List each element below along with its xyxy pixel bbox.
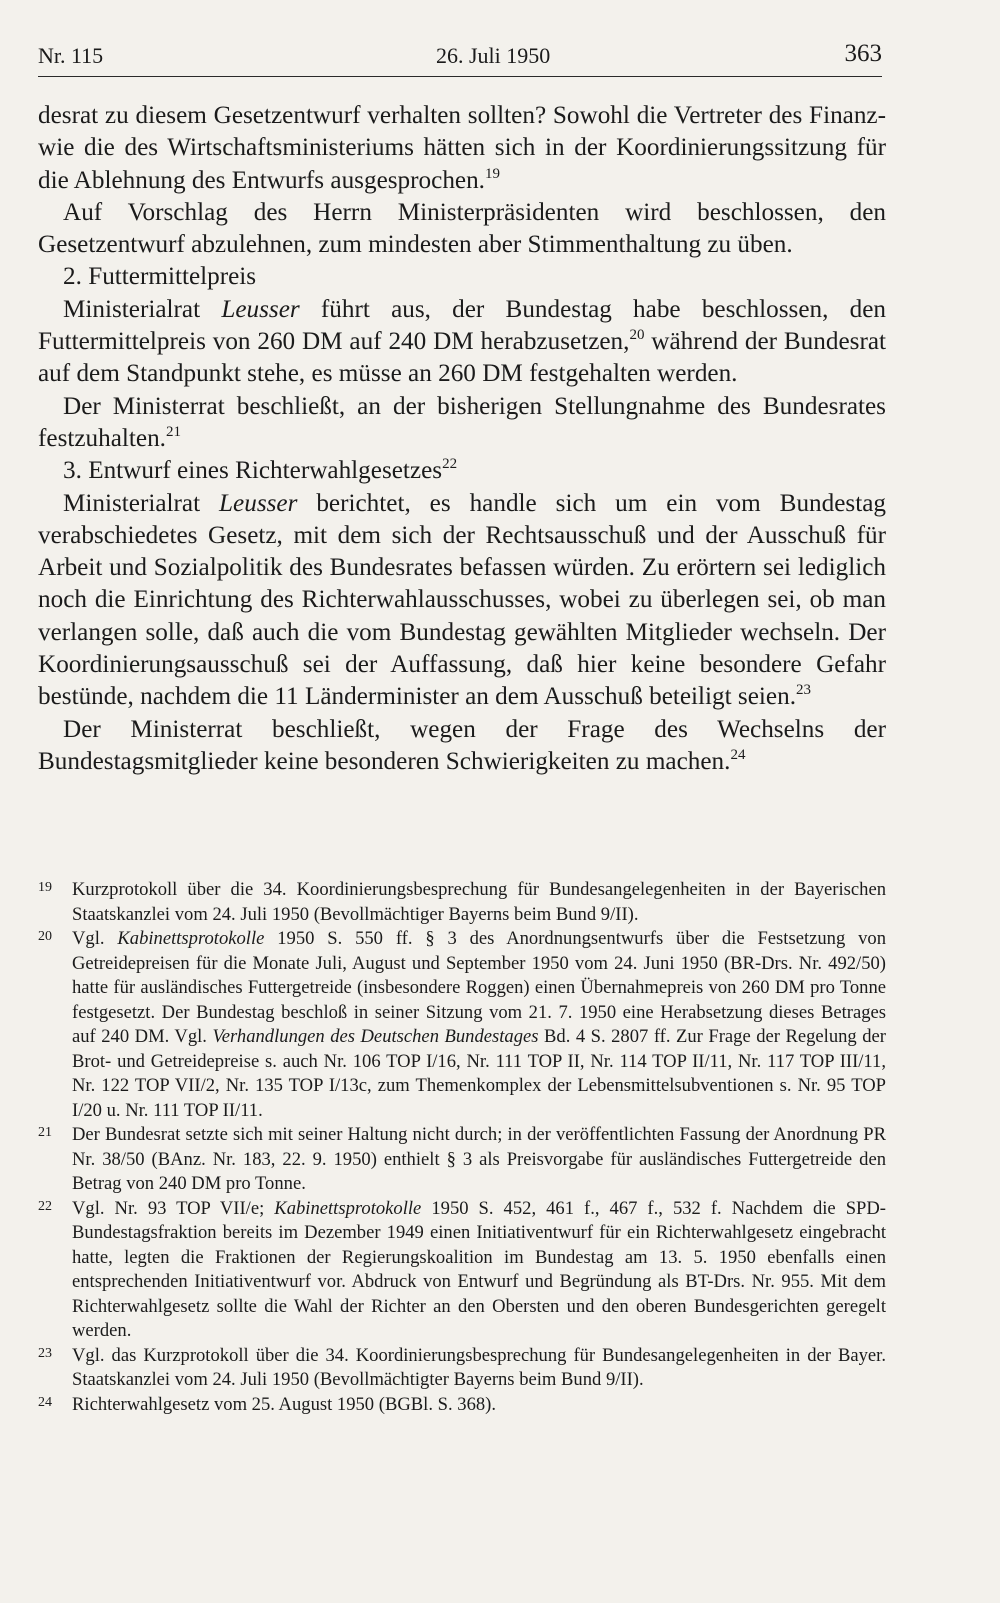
footnote-ref[interactable]: 23: [796, 682, 811, 699]
document-number: Nr. 115: [38, 43, 104, 68]
paragraph: [38, 100, 886, 197]
footnote-number: 22: [38, 1198, 52, 1214]
paragraph-text: Auf Vorschlag des Herrn Ministerpräsidenten wird beschlossen, den Gesetzentwurf abzulehnen, zum mindesten aber Stimmenthaltung zu üben.: [38, 198, 886, 259]
section-heading: 2. Futtermittelpreis: [63, 263, 257, 291]
footnote-text: Vgl. das Kurzprotokoll über die 34. Koordinierungsbesprechung für Bundesangelegenheiten in der Bayer. Staatskanzlei vom 24. Juli 1950 (Bevollmächtigter Bayerns beim Bund 9/II).: [72, 1344, 886, 1390]
running-header: [38, 40, 882, 77]
paragraph-text: Der Ministerrat beschließt, wegen der Frage des Wechselns der Bundestagsmitglieder keine besonderen Schwierigkeiten zu machen.: [38, 715, 886, 775]
section-heading: 3. Entwurf eines Richterwahlgesetzes$^{22}$: [63, 456, 458, 485]
paragraph: Ministerialrat Leusser führt aus, der Bundestag habe beschlossen, den Futtermittelpreis von 260 DM auf 240 DM herabzusetzen,$^{20}$ während der Bundesrat auf dem Standpunkt stehe, es müsse an 260 DM festgehalten werden.: [38, 295, 887, 388]
person-name: Leusser: [221, 295, 300, 323]
footnote-20: 20 Vgl. Kabinettsprotokolle 1950 S. 550 ff. § 3 des Anordnungsentwurfs über die Festsetzung von Getreidepreisen für die Monate Juli, August und September 1950 vom 24. Juni 1950 (BR-Drs. Nr. 492/50) hatte für ausländisches Futtergetreide (insbesondere Roggen) einen Übernahmepreis von 260 DM pro Tonne festgesetzt. Der Bundestag beschloß in seiner Sitzung vom 21. 7. 1950 eine Herabsetzung dieses Betrages auf 240 DM. Vgl. Verhandlungen des Deutschen Bundestages Bd. 4 S. 2807 ff. Zur Frage der Regelung der Brot- und Getreidepreise s. auch Nr. 106 TOP I/16, Nr. 111 TOP II, Nr. 114 TOP II/11, Nr. 117 TOP III/11, Nr. 122 TOP VII/2, Nr. 135 TOP I/13c, zum Themenkomplex der Lebensmittelsubventionen s. Nr. 95 TOP I/20 u. Nr. 111 TOP II/11.: [38, 928, 886, 1121]
footnote-number: 24: [38, 1394, 52, 1410]
citation-title: Kabinettsprotokolle: [117, 928, 265, 949]
footnote-number: 21: [38, 1125, 52, 1140]
footnote-ref[interactable]: 20: [629, 327, 645, 344]
footnote-text: Kurzprotokoll über die 34. Koordinierungsbesprechung für Bundesangelegenheiten in der Bayerischen Staatskanzlei vom 24. Juli 1950 (Bevollmächtiger Bayerns beim Bund 9/II).: [72, 879, 886, 925]
paragraph: [38, 714, 886, 779]
footnote-23: [38, 1344, 886, 1393]
footnote-number: 23: [38, 1345, 52, 1361]
citation-title: Verhandlungen des Deutschen Bundestages: [212, 1026, 539, 1047]
footnote-22: 22 Vgl. Nr. 93 TOP VII/e; Kabinettsprotokolle 1950 S. 452, 461 f., 467 f., 532 f. Nachdem die SPD-Bundestagsfraktion bereits im Dezember 1949 einen Initiativentwurf für ein Richterwahlgesetz eingebracht hatte, legten die Fraktionen der Regierungskoalition im Bundestag am 13. 5. 1950 ebenfalls einen entsprechenden Initiativentwurf vor. Abdruck von Entwurf und Begründung als BT-Drs. Nr. 955. Mit dem Richterwahlgesetz sollte die Wahl der Richter an den Obersten und den oberen Bundesgerichten geregelt werden.: [38, 1197, 886, 1341]
footnotes: [38, 878, 886, 1417]
citation-title: Kabinettsprotokolle: [274, 1197, 422, 1219]
footnote-ref[interactable]: 24: [730, 746, 746, 763]
header-date: 26. Juli 1950: [436, 43, 551, 68]
paragraph-text: Der Ministerrat beschließt, an der bisherigen Stellungnahme des Bundesrates festzuhalten.: [38, 392, 886, 452]
footnote-ref[interactable]: 19: [484, 165, 500, 182]
footnote-21: [38, 1123, 886, 1197]
main-text: [38, 100, 886, 778]
paragraph: [38, 197, 886, 262]
paragraph: Ministerialrat Leusser berichtet, es handle sich um ein vom Bundestag verabschiedetes Gesetz, mit dem sich der Rechtsausschuß und der Ausschuß für Arbeit und Sozialpolitik des Bundesrates befassen würden. Zu erörtern sei lediglich noch die Einrichtung des Richterwahlausschusses, wobei zu überlegen sei, ob man verlangen solle, daß auch die vom Bundestag gewählten Mitglieder wechseln. Der Koordinierungsausschuß sei der Auffassung, daß hier keine besondere Gefahr bestünde, nachdem die 11 Länderminister an dem Ausschuß beteiligt seien.$^{23}$: [38, 489, 887, 711]
person-name: Leusser: [219, 489, 298, 517]
page-number: 363: [844, 40, 882, 67]
paragraph: [38, 391, 886, 456]
footnote-ref[interactable]: 22: [442, 456, 458, 473]
footnote-text: Der Bundesrat setzte sich mit seiner Haltung nicht durch; in der veröffentlichten Fassung der Anordnung PR Nr. 38/50 (BAnz. Nr. 183, 22. 9. 1950) enthielt § 3 als Preisvorgabe für ausländisches Futtergetreide den Betrag von 240 DM pro Tonne.: [72, 1124, 886, 1194]
footnote-19: [38, 878, 886, 927]
footnote-text: Richterwahlgesetz vom 25. August 1950 (BGBl. S. 368).: [72, 1393, 497, 1415]
footnote-24: [38, 1393, 886, 1418]
footnote-number: 20: [38, 929, 52, 944]
footnote-number: 19: [38, 880, 52, 895]
footnote-ref[interactable]: 21: [165, 423, 181, 440]
paragraph-text: desrat zu diesem Gesetzentwurf verhalten sollten? Sowohl die Vertreter des Finanz- wie die des Wirtschaftsministeriums hätten sich in der Koordinierungssitzung für die Ablehnung des Entwurfs ausgesprochen.: [38, 102, 886, 194]
